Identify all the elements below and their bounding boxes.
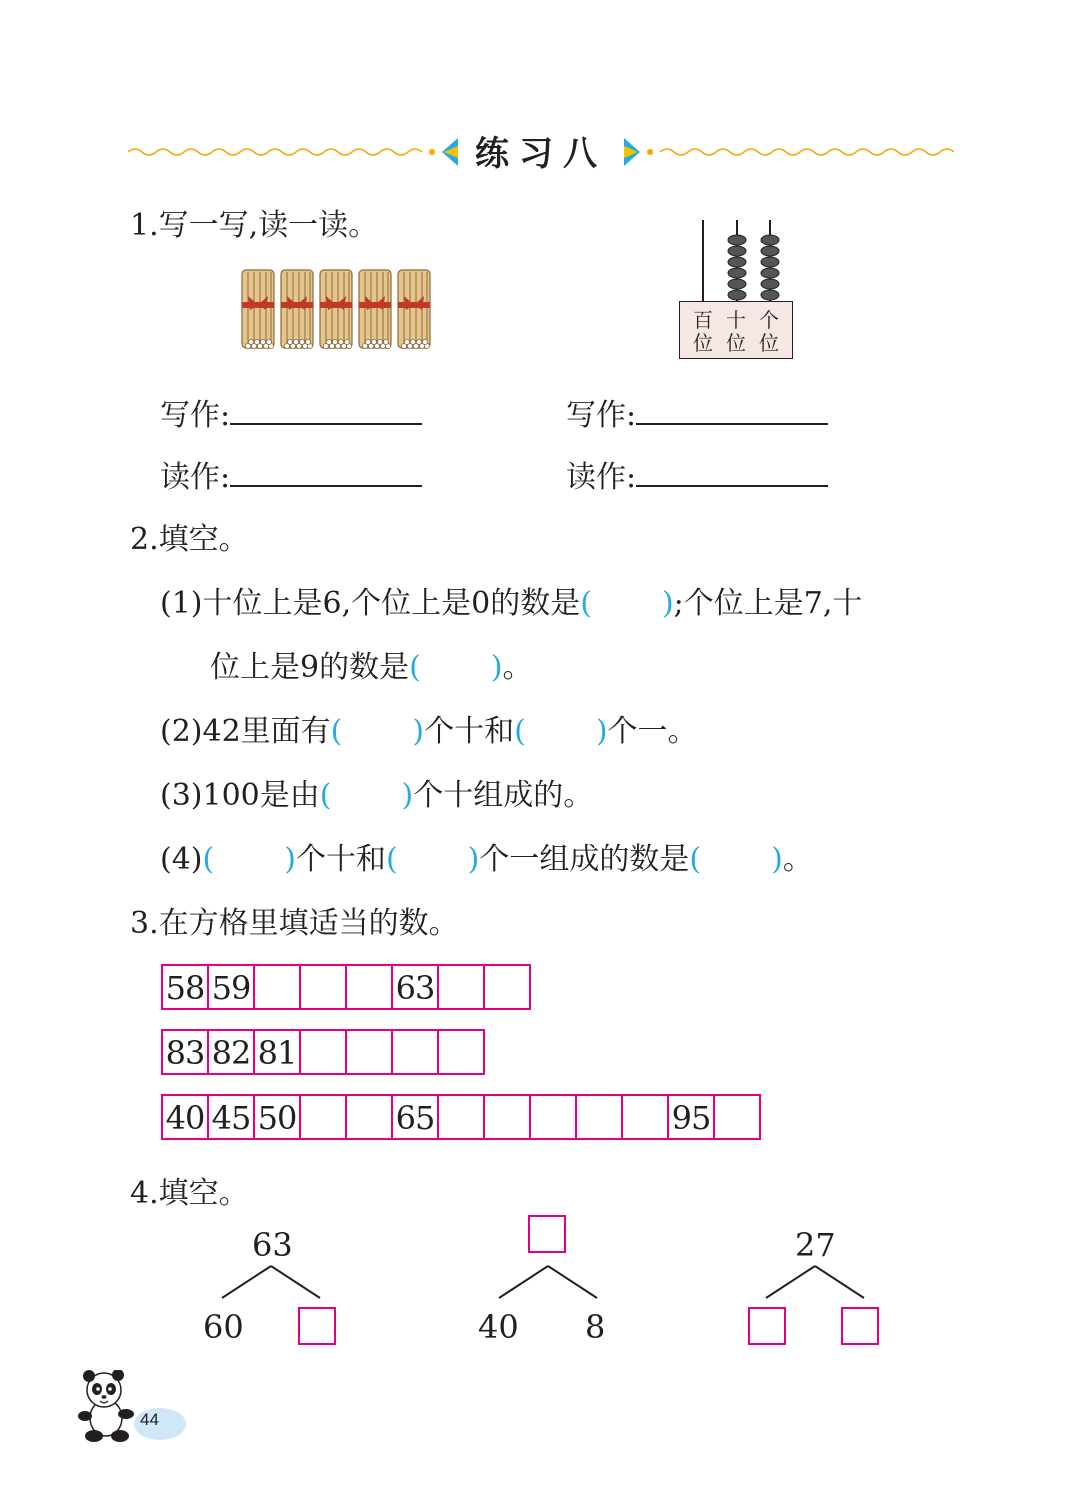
abacus-illustration — [690, 218, 790, 304]
grid-cell-blank[interactable] — [715, 1096, 759, 1138]
q2-item-4-text-c: 个一组成的数是 — [479, 842, 690, 877]
q2-item-4 — [160, 834, 813, 878]
abacus-label-tens: 十 — [726, 308, 746, 332]
write-label: 写作: — [566, 398, 637, 433]
write-row-left — [160, 390, 422, 434]
question-4-label: 4.填空。 — [130, 1176, 249, 1211]
write-row-right — [566, 390, 828, 434]
q2-item-3-text-a: (3)100是由 — [160, 778, 320, 813]
open-paren: ( — [202, 842, 215, 877]
q2-item-2-text-c: 个一。 — [607, 714, 698, 749]
grid-cell-blank[interactable] — [255, 966, 301, 1008]
tree-2-left-number: 40 — [478, 1308, 519, 1346]
tree-1-left-number: 60 — [203, 1308, 244, 1346]
close-paren: ) — [771, 842, 783, 877]
grid-cell: 83 — [163, 1031, 209, 1073]
tree-2-branches — [497, 1264, 599, 1300]
page-title: 练习八 — [475, 134, 607, 174]
tree-1-branches — [220, 1264, 322, 1300]
grid-cell: 45 — [209, 1096, 255, 1138]
q2-item-3-text-b: 个十组成的。 — [413, 778, 594, 813]
close-paren: ) — [467, 842, 480, 877]
write-answer-line-left[interactable] — [230, 403, 422, 425]
grid-cell: 81 — [255, 1031, 301, 1073]
grid-cell-blank[interactable] — [623, 1096, 669, 1138]
open-paren: ( — [330, 714, 343, 749]
tree-3-branches — [764, 1264, 866, 1300]
open-paren: ( — [580, 586, 592, 621]
read-row-right — [566, 452, 828, 496]
grid-cell-blank[interactable] — [531, 1096, 577, 1138]
grid-cell-blank[interactable] — [439, 966, 485, 1008]
grid-cell: 40 — [163, 1096, 209, 1138]
question-2-label: 2.填空。 — [130, 522, 249, 557]
abacus-label-ones: 个 — [759, 308, 779, 332]
open-paren: ( — [319, 778, 332, 813]
grid-cell-blank[interactable] — [301, 966, 347, 1008]
number-grid-row-3 — [161, 1094, 761, 1140]
close-paren: ) — [595, 714, 608, 749]
panda-mascot-icon — [76, 1370, 188, 1446]
q2-item-1-line-1 — [160, 578, 862, 622]
abacus-label-hundreds: 百 — [693, 308, 713, 332]
page-number: 44 — [140, 1410, 159, 1429]
close-paren: ) — [490, 650, 503, 685]
grid-cell-blank[interactable] — [577, 1096, 623, 1138]
abacus-place-labels — [679, 301, 793, 359]
grid-cell: 95 — [669, 1096, 715, 1138]
grid-cell: 63 — [393, 966, 439, 1008]
tree-2-top-answer-box[interactable] — [528, 1215, 566, 1253]
stick-bundles-illustration — [240, 266, 436, 354]
open-paren: ( — [514, 714, 526, 749]
grid-cell-blank[interactable] — [485, 1096, 531, 1138]
grid-cell-blank[interactable] — [393, 1031, 439, 1073]
close-paren: ) — [661, 586, 674, 621]
close-paren: ) — [412, 714, 425, 749]
open-paren: ( — [385, 842, 398, 877]
grid-cell: 65 — [393, 1096, 439, 1138]
q2-item-2-text-b: 个十和 — [424, 714, 515, 749]
tree-3-right-answer-box[interactable] — [841, 1307, 879, 1345]
write-label: 写作: — [160, 398, 231, 433]
grid-cell: 59 — [209, 966, 255, 1008]
end-mark: 。 — [782, 842, 813, 877]
grid-cell: 50 — [255, 1096, 301, 1138]
q2-item-3 — [160, 770, 593, 814]
grid-cell: 82 — [209, 1031, 255, 1073]
number-grid-row-1 — [161, 964, 531, 1010]
grid-cell-blank[interactable] — [485, 966, 529, 1008]
abacus-label-place-2: 位 — [726, 331, 746, 355]
abacus-label-place-3: 位 — [759, 331, 779, 355]
q2-item-2-text-a: (2)42里面有 — [160, 714, 331, 749]
open-paren: ( — [689, 842, 702, 877]
q2-item-4-text-b: 个十和 — [295, 842, 386, 877]
read-label: 读作: — [160, 460, 231, 495]
tree-1-right-answer-box[interactable] — [298, 1307, 336, 1345]
tree-1-top-number: 63 — [252, 1226, 293, 1264]
read-label: 读作: — [566, 460, 637, 495]
tree-2-right-number: 8 — [585, 1308, 606, 1346]
grid-cell-blank[interactable] — [347, 1031, 393, 1073]
number-grid-row-2 — [161, 1029, 485, 1075]
write-answer-line-right[interactable] — [636, 403, 828, 425]
tree-3-left-answer-box[interactable] — [748, 1307, 786, 1345]
read-answer-line-right[interactable] — [636, 465, 828, 487]
q2-item-1-text-c: 位上是9的数是 — [210, 650, 410, 685]
grid-cell-blank[interactable] — [439, 1031, 483, 1073]
end-mark: 。 — [502, 650, 533, 685]
question-3-label: 3.在方格里填适当的数。 — [130, 906, 459, 941]
q2-item-1-text-b: ;个位上是7,十 — [673, 586, 863, 621]
q2-item-1-text-a: (1)十位上是6,个位上是0的数是 — [160, 586, 581, 621]
abacus-label-place-1: 位 — [693, 331, 713, 355]
q2-item-1-line-2 — [210, 642, 533, 686]
close-paren: ) — [401, 778, 414, 813]
tree-3-top-number: 27 — [795, 1226, 836, 1264]
grid-cell-blank[interactable] — [347, 966, 393, 1008]
read-row-left — [160, 452, 422, 496]
question-1-label: 1.写一写,读一读。 — [130, 208, 379, 243]
grid-cell-blank[interactable] — [301, 1096, 347, 1138]
read-answer-line-left[interactable] — [230, 465, 422, 487]
grid-cell-blank[interactable] — [301, 1031, 347, 1073]
close-paren: ) — [284, 842, 296, 877]
grid-cell: 58 — [163, 966, 209, 1008]
q2-item-4-text-a: (4) — [160, 842, 203, 877]
open-paren: ( — [409, 650, 421, 685]
q2-item-2 — [160, 706, 698, 750]
grid-cell-blank[interactable] — [439, 1096, 485, 1138]
grid-cell-blank[interactable] — [347, 1096, 393, 1138]
